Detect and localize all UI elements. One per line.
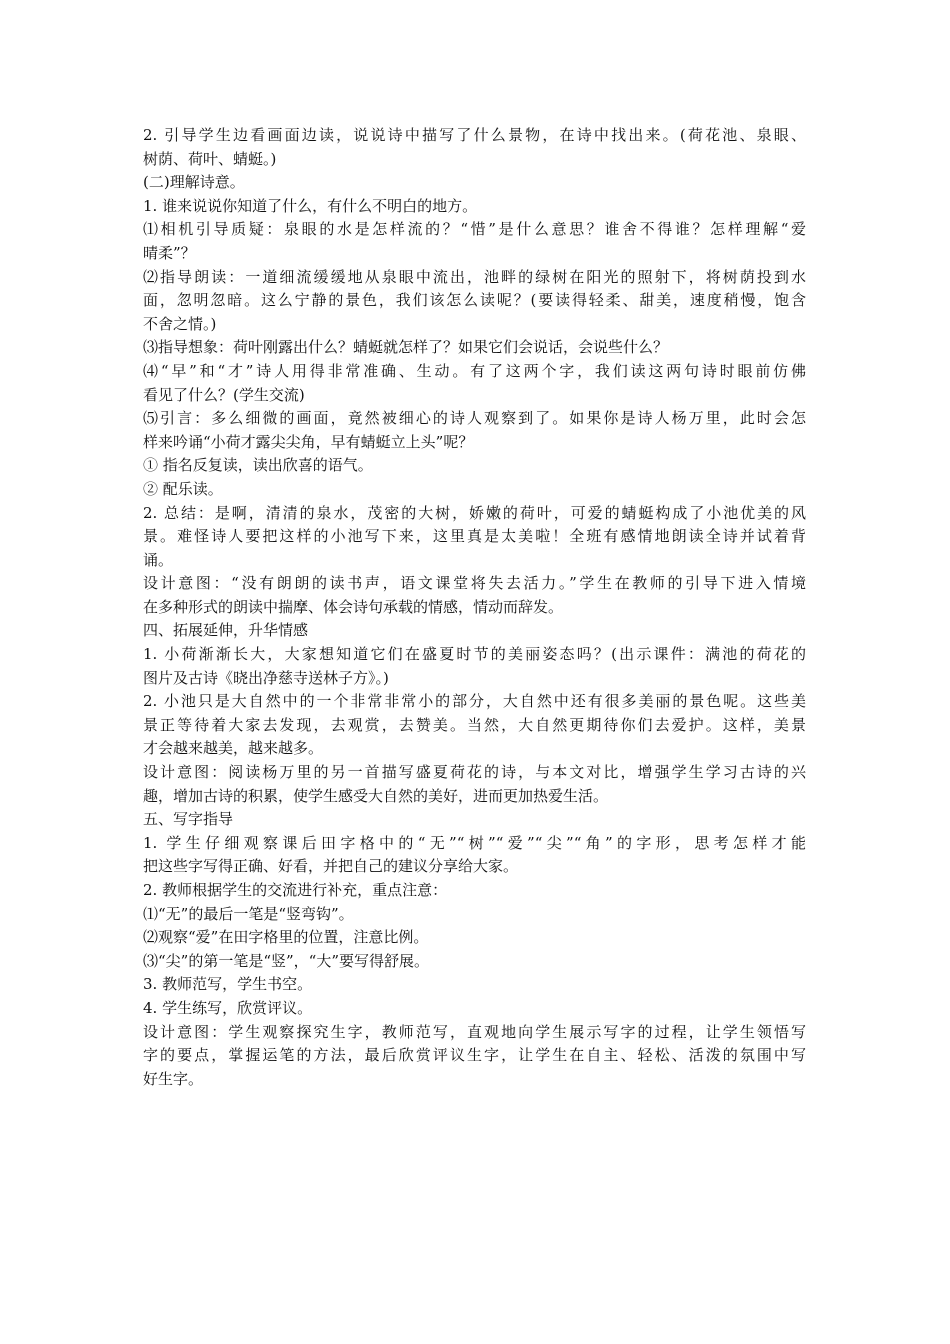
text-line: 景正等待着大家去发现，去观赏，去赞美。当然，大自然更期待你们去爱护。这样，美景 bbox=[143, 715, 806, 734]
text-line: 好生字。 bbox=[143, 1069, 204, 1088]
text-line: 树荫、荷叶、蜻蜓。) bbox=[143, 149, 277, 168]
text-line: 2. 总结：是啊，清清的泉水，茂密的大树，娇嫩的荷叶，可爱的蜻蜓构成了小池优美的风 bbox=[143, 503, 806, 522]
text-line: 字的要点，掌握运笔的方法，最后欣赏评议生字，让学生在自主、轻松、活泼的氛围中写 bbox=[143, 1046, 806, 1065]
text-line: 把这些字写得正确、好看，并把自己的建议分享给大家。 bbox=[143, 857, 519, 876]
text-line: 诵。 bbox=[143, 550, 174, 569]
section-heading: 四、拓展延伸，升华情感 bbox=[143, 621, 309, 640]
text-line: 1. 谁来说说你知道了什么，有什么不明白的地方。 bbox=[143, 196, 478, 215]
text-line: 2. 教师根据学生的交流进行补充，重点注意： bbox=[143, 881, 448, 899]
text-line: ⑷“早”和“才”诗人用得非常准确、生动。有了这两个字，我们读这两句诗时眼前仿佛 bbox=[143, 361, 806, 380]
document-body bbox=[143, 124, 806, 1091]
text-line: 才会越来越美，越来越多。 bbox=[143, 739, 324, 758]
text-line: 景。难怪诗人要把这样的小池写下来，这里真是太美啦！全班有感情地朗读全诗并试着背 bbox=[143, 527, 806, 546]
text-line: ② 配乐读。 bbox=[143, 479, 223, 498]
text-line: 晴柔”？ bbox=[143, 243, 196, 262]
text-line: 1. 学生仔细观察课后田字格中的“无”“树”“爱”“尖”“角”的字形，思考怎样才能 bbox=[143, 833, 806, 852]
text-line: 样来吟诵“小荷才露尖尖角，早有蜻蜓立上头”呢？ bbox=[143, 432, 474, 451]
section-heading: (二)理解诗意。 bbox=[143, 173, 245, 192]
text-line: 不舍之情。) bbox=[143, 314, 217, 333]
text-line: 设计意图：阅读杨万里的另一首描写盛夏荷花的诗，与本文对比，增强学生学习古诗的兴 bbox=[143, 763, 806, 782]
text-line: 图片及古诗《晓出净慈寺送林子方》。) bbox=[143, 668, 389, 687]
text-line: 4. 学生练写，欣赏评议。 bbox=[143, 998, 313, 1017]
text-line: 3. 教师范写，学生书空。 bbox=[143, 975, 313, 994]
text-line: 趣，增加古诗的积累，使学生感受大自然的美好，进而更加热爱生活。 bbox=[143, 786, 609, 805]
text-line: ⑵指导朗读：一道细流缓缓地从泉眼中流出，池畔的绿树在阳光的照射下，将树荫投到水 bbox=[143, 267, 806, 286]
text-line: 在多种形式的朗读中揣摩、体会诗句承载的情感，情动而辞发。 bbox=[143, 597, 564, 616]
text-line: 1. 小荷渐渐长大，大家想知道它们在盛夏时节的美丽姿态吗？(出示课件：满池的荷花的 bbox=[143, 645, 806, 664]
text-line: 面，忽明忽暗。这么宁静的景色，我们该怎么读呢？(要读得轻柔、甜美，速度稍慢，饱含 bbox=[143, 291, 806, 310]
text-line: ⑴“无”的最后一笔是“竖弯钩”。 bbox=[143, 904, 354, 923]
text-line: ⑶指导想象：荷叶刚露出什么？蜻蜓就怎样了？如果它们会说话，会说些什么？ bbox=[143, 338, 669, 357]
text-line: ⑵观察“爱”在田字格里的位置，注意比例。 bbox=[143, 928, 429, 947]
text-line: ① 指名反复读，读出欣喜的语气。 bbox=[143, 456, 373, 475]
text-line: 2. 小池只是大自然中的一个非常非常小的部分，大自然中还有很多美丽的景色呢。这些美 bbox=[143, 692, 806, 711]
text-line: ⑶“尖”的第一笔是“竖”，“大”要写得舒展。 bbox=[143, 951, 430, 970]
text-line: ⑸引言：多么细微的画面，竟然被细心的诗人观察到了。如果你是诗人杨万里，此时会怎 bbox=[143, 409, 806, 428]
text-line: 看见了什么？(学生交流) bbox=[143, 385, 305, 404]
section-heading: 五、写字指导 bbox=[143, 810, 234, 829]
text-line: 设计意图：学生观察探究生字，教师范写，直观地向学生展示写字的过程，让学生领悟写 bbox=[143, 1022, 806, 1041]
text-line: 设计意图：“没有朗朗的读书声，语文课堂将失去活力。”学生在教师的引导下进入情境 bbox=[143, 574, 806, 593]
text-line: 2. 引导学生边看画面边读，说说诗中描写了什么景物，在诗中找出来。(荷花池、泉眼、 bbox=[143, 126, 806, 144]
text-line: ⑴相机引导质疑：泉眼的水是怎样流的？“惜”是什么意思？谁舍不得谁？怎样理解“爱 bbox=[143, 220, 806, 239]
